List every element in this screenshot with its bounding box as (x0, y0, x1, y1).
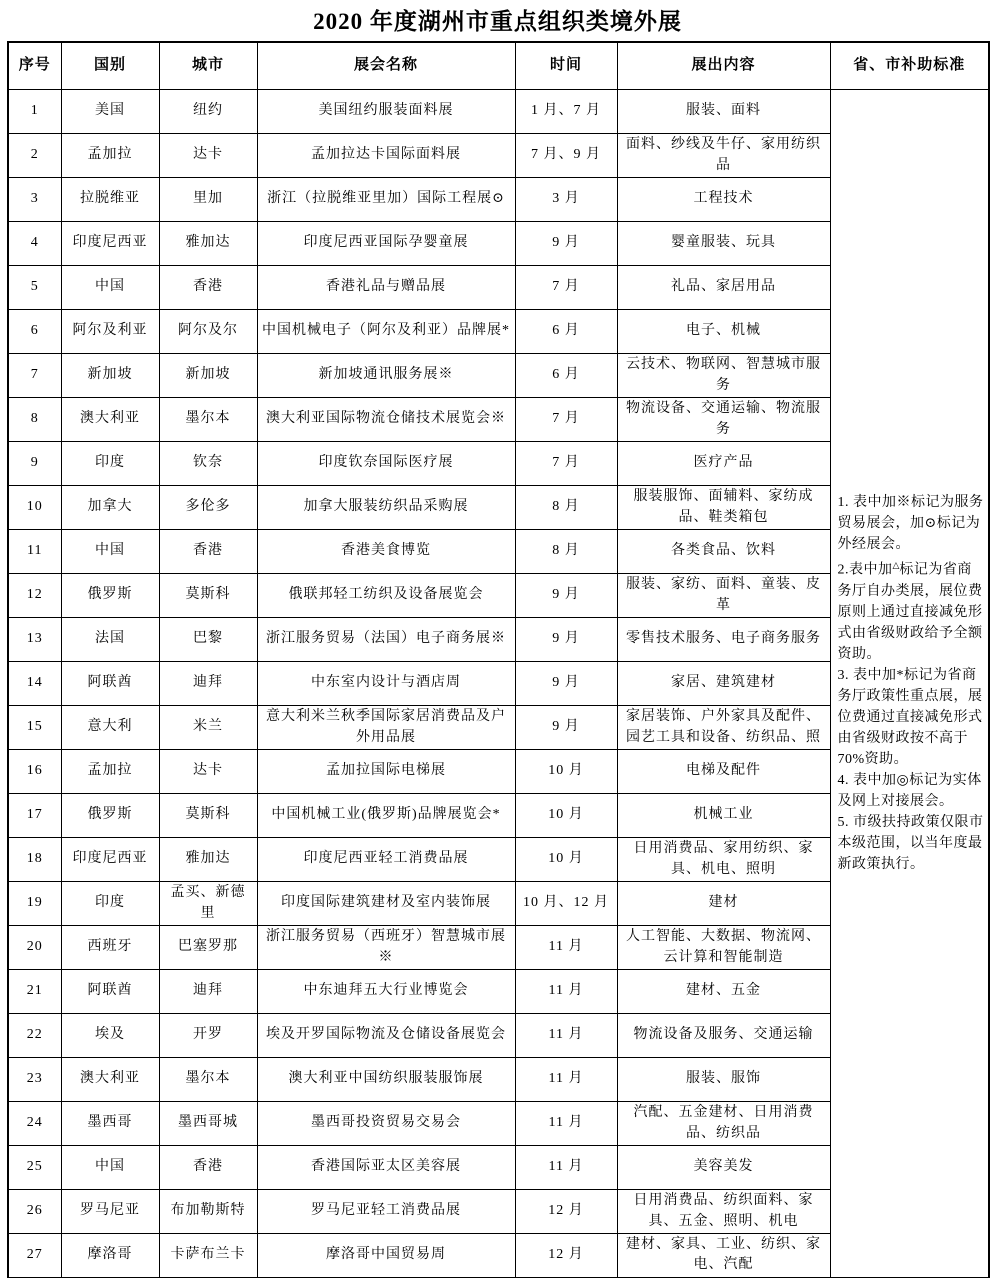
cell-time: 9 月 (515, 574, 617, 618)
cell-country: 加拿大 (61, 486, 159, 530)
cell-content: 工程技术 (617, 178, 830, 222)
cell-exhibition-name: 澳大利亚国际物流仓储技术展览会※ (257, 398, 515, 442)
cell-city: 香港 (159, 266, 257, 310)
cell-country: 墨西哥 (61, 1102, 159, 1146)
cell-city: 墨尔本 (159, 1058, 257, 1102)
cell-serial-number: 16 (8, 750, 61, 794)
cell-time: 11 月 (515, 1014, 617, 1058)
cell-exhibition-name: 中东室内设计与酒店周 (257, 662, 515, 706)
cell-exhibition-name: 孟加拉国际电梯展 (257, 750, 515, 794)
cell-city: 阿尔及尔 (159, 310, 257, 354)
cell-exhibition-name: 印度钦奈国际医疗展 (257, 442, 515, 486)
cell-serial-number: 18 (8, 838, 61, 882)
cell-country: 阿联酋 (61, 970, 159, 1014)
cell-content: 服装、服饰 (617, 1058, 830, 1102)
cell-content: 日用消费品、家用纺织、家具、机电、照明 (617, 838, 830, 882)
cell-content: 建材、五金 (617, 970, 830, 1014)
cell-city: 多伦多 (159, 486, 257, 530)
cell-time: 11 月 (515, 926, 617, 970)
header-country: 国别 (61, 42, 159, 90)
exhibitions-table (7, 41, 990, 1278)
cell-content: 物流设备及服务、交通运输 (617, 1014, 830, 1058)
cell-country: 澳大利亚 (61, 1058, 159, 1102)
cell-content: 家居、建筑建材 (617, 662, 830, 706)
cell-serial-number: 19 (8, 882, 61, 926)
cell-country: 新加坡 (61, 354, 159, 398)
cell-content: 面料、纱线及牛仔、家用纺织品 (617, 134, 830, 178)
header-serial-number: 序号 (8, 42, 61, 90)
cell-time: 9 月 (515, 662, 617, 706)
cell-city: 卡萨布兰卡 (159, 1234, 257, 1278)
cell-city: 开罗 (159, 1014, 257, 1058)
cell-content: 电梯及配件 (617, 750, 830, 794)
note-service-trade-marker: 1. 表中加※标记为服务贸易展会，加⊙标记为外经展会。 (837, 495, 984, 553)
cell-serial-number: 5 (8, 266, 61, 310)
cell-city: 迪拜 (159, 970, 257, 1014)
cell-country: 阿尔及利亚 (61, 310, 159, 354)
cell-content: 服装、家纺、面料、童装、皮革 (617, 574, 830, 618)
cell-serial-number: 13 (8, 618, 61, 662)
cell-serial-number: 3 (8, 178, 61, 222)
cell-country: 法国 (61, 618, 159, 662)
table-row (8, 90, 989, 134)
cell-serial-number: 1 (8, 90, 61, 134)
cell-serial-number: 9 (8, 442, 61, 486)
cell-city: 米兰 (159, 706, 257, 750)
cell-city: 巴塞罗那 (159, 926, 257, 970)
cell-country: 中国 (61, 530, 159, 574)
cell-city: 莫斯科 (159, 574, 257, 618)
cell-city: 达卡 (159, 750, 257, 794)
cell-country: 孟加拉 (61, 750, 159, 794)
cell-exhibition-name: 印度国际建筑建材及室内装饰展 (257, 882, 515, 926)
cell-serial-number: 8 (8, 398, 61, 442)
cell-city: 香港 (159, 530, 257, 574)
cell-exhibition-name: 澳大利亚中国纺织服装服饰展 (257, 1058, 515, 1102)
cell-time: 10 月 (515, 838, 617, 882)
cell-city: 墨尔本 (159, 398, 257, 442)
cell-content: 家居装饰、户外家具及配件、园艺工具和设备、纺织品、照 (617, 706, 830, 750)
cell-serial-number: 6 (8, 310, 61, 354)
cell-country: 拉脱维亚 (61, 178, 159, 222)
header-exhibition-name: 展会名称 (257, 42, 515, 90)
cell-city: 迪拜 (159, 662, 257, 706)
cell-time: 9 月 (515, 618, 617, 662)
cell-time: 7 月、9 月 (515, 134, 617, 178)
cell-time: 10 月 (515, 794, 617, 838)
cell-country: 印度 (61, 442, 159, 486)
note-city-policy: 5. 市级扶持政策仅限市本级范围，以当年度最新政策执行。 (837, 814, 984, 872)
cell-content: 机械工业 (617, 794, 830, 838)
cell-content: 各类食品、饮料 (617, 530, 830, 574)
cell-exhibition-name: 中国机械工业(俄罗斯)品牌展览会* (257, 794, 515, 838)
cell-time: 11 月 (515, 1146, 617, 1190)
cell-time: 3 月 (515, 178, 617, 222)
cell-time: 11 月 (515, 1102, 617, 1146)
cell-serial-number: 14 (8, 662, 61, 706)
header-time: 时间 (515, 42, 617, 90)
cell-content: 建材 (617, 882, 830, 926)
cell-exhibition-name: 浙江服务贸易（法国）电子商务展※ (257, 618, 515, 662)
cell-exhibition-name: 印度尼西亚国际孕婴童展 (257, 222, 515, 266)
cell-city: 钦奈 (159, 442, 257, 486)
cell-content: 礼品、家居用品 (617, 266, 830, 310)
cell-city: 雅加达 (159, 222, 257, 266)
note-2-body: 标记为省商务厅自办类展，展位费原则上通过直接减免形式由省级财政给予全额资助。 (837, 562, 983, 662)
cell-serial-number: 26 (8, 1190, 61, 1234)
header-subsidy-standard: 省、市补助标准 (830, 42, 989, 90)
cell-serial-number: 2 (8, 134, 61, 178)
cell-exhibition-name: 美国纽约服装面料展 (257, 90, 515, 134)
cell-country: 阿联酋 (61, 662, 159, 706)
cell-serial-number: 21 (8, 970, 61, 1014)
cell-content: 人工智能、大数据、物流网、云计算和智能制造 (617, 926, 830, 970)
cell-time: 6 月 (515, 354, 617, 398)
cell-exhibition-name: 埃及开罗国际物流及仓储设备展览会 (257, 1014, 515, 1058)
cell-serial-number: 15 (8, 706, 61, 750)
cell-city: 达卡 (159, 134, 257, 178)
cell-exhibition-name: 意大利米兰秋季国际家居消费品及户外用品展 (257, 706, 515, 750)
cell-serial-number: 24 (8, 1102, 61, 1146)
cell-time: 11 月 (515, 1058, 617, 1102)
cell-country: 中国 (61, 266, 159, 310)
cell-content: 电子、机械 (617, 310, 830, 354)
cell-time: 7 月 (515, 398, 617, 442)
cell-city: 纽约 (159, 90, 257, 134)
cell-content: 服装、面料 (617, 90, 830, 134)
cell-time: 7 月 (515, 266, 617, 310)
cell-content: 零售技术服务、电子商务服务 (617, 618, 830, 662)
cell-exhibition-name: 墨西哥投资贸易交易会 (257, 1102, 515, 1146)
cell-time: 9 月 (515, 706, 617, 750)
cell-city: 孟买、新德里 (159, 882, 257, 926)
cell-content: 云技术、物联网、智慧城市服务 (617, 354, 830, 398)
triangle-marker: △ (892, 560, 900, 571)
cell-exhibition-name: 罗马尼亚轻工消费品展 (257, 1190, 515, 1234)
header-row (8, 42, 989, 90)
cell-exhibition-name: 加拿大服装纺织品采购展 (257, 486, 515, 530)
cell-time: 1 月、7 月 (515, 90, 617, 134)
cell-country: 印度尼西亚 (61, 222, 159, 266)
cell-time: 12 月 (515, 1190, 617, 1234)
cell-content: 物流设备、交通运输、物流服务 (617, 398, 830, 442)
cell-serial-number: 12 (8, 574, 61, 618)
cell-serial-number: 23 (8, 1058, 61, 1102)
cell-time: 8 月 (515, 530, 617, 574)
cell-exhibition-name: 中国机械电子（阿尔及利亚）品牌展* (257, 310, 515, 354)
table-header (8, 42, 989, 90)
cell-city: 新加坡 (159, 354, 257, 398)
cell-content: 汽配、五金建材、日用消费品、纺织品 (617, 1102, 830, 1146)
cell-time: 11 月 (515, 970, 617, 1014)
cell-serial-number: 7 (8, 354, 61, 398)
cell-serial-number: 27 (8, 1234, 61, 1278)
cell-city: 巴黎 (159, 618, 257, 662)
cell-time: 12 月 (515, 1234, 617, 1278)
cell-time: 10 月 (515, 750, 617, 794)
cell-country: 西班牙 (61, 926, 159, 970)
cell-country: 摩洛哥 (61, 1234, 159, 1278)
cell-country: 澳大利亚 (61, 398, 159, 442)
cell-exhibition-name: 新加坡通讯服务展※ (257, 354, 515, 398)
cell-content: 美容美发 (617, 1146, 830, 1190)
cell-serial-number: 17 (8, 794, 61, 838)
cell-country: 美国 (61, 90, 159, 134)
cell-content: 日用消费品、纺织面料、家具、五金、照明、机电 (617, 1190, 830, 1234)
cell-country: 俄罗斯 (61, 794, 159, 838)
cell-country: 俄罗斯 (61, 574, 159, 618)
cell-time: 6 月 (515, 310, 617, 354)
cell-exhibition-name: 香港国际亚太区美容展 (257, 1146, 515, 1190)
subsidy-notes-cell (830, 90, 989, 1278)
cell-country: 罗马尼亚 (61, 1190, 159, 1234)
note-province-self-run-marker (838, 555, 985, 665)
cell-exhibition-name: 孟加拉达卡国际面料展 (257, 134, 515, 178)
cell-exhibition-name: 中东迪拜五大行业博览会 (257, 970, 515, 1014)
cell-exhibition-name: 印度尼西亚轻工消费品展 (257, 838, 515, 882)
cell-content: 婴童服装、玩具 (617, 222, 830, 266)
cell-time: 9 月 (515, 222, 617, 266)
subsidy-notes (838, 492, 985, 875)
cell-city: 莫斯科 (159, 794, 257, 838)
cell-serial-number: 10 (8, 486, 61, 530)
cell-serial-number: 4 (8, 222, 61, 266)
cell-serial-number: 25 (8, 1146, 61, 1190)
header-content: 展出内容 (617, 42, 830, 90)
cell-exhibition-name: 香港美食博览 (257, 530, 515, 574)
header-city: 城市 (159, 42, 257, 90)
cell-country: 孟加拉 (61, 134, 159, 178)
cell-content: 医疗产品 (617, 442, 830, 486)
cell-serial-number: 22 (8, 1014, 61, 1058)
cell-country: 意大利 (61, 706, 159, 750)
note-policy-key-marker: 3. 表中加*标记为省商务厅政策性重点展，展位费通过直接减免形式由省级财政按不高于 70%资助。 (837, 667, 983, 767)
cell-country: 印度尼西亚 (61, 838, 159, 882)
cell-exhibition-name: 浙江（拉脱维亚里加）国际工程展⊙ (257, 178, 515, 222)
cell-time: 10 月、12 月 (515, 882, 617, 926)
cell-country: 中国 (61, 1146, 159, 1190)
cell-time: 8 月 (515, 486, 617, 530)
cell-exhibition-name: 浙江服务贸易（西班牙）智慧城市展※ (257, 926, 515, 970)
cell-country: 埃及 (61, 1014, 159, 1058)
cell-city: 布加勒斯特 (159, 1190, 257, 1234)
cell-exhibition-name: 香港礼品与赠品展 (257, 266, 515, 310)
cell-serial-number: 11 (8, 530, 61, 574)
cell-city: 香港 (159, 1146, 257, 1190)
cell-time: 7 月 (515, 442, 617, 486)
cell-content: 建材、家具、工业、纺织、家电、汽配 (617, 1234, 830, 1278)
cell-exhibition-name: 俄联邦轻工纺织及设备展览会 (257, 574, 515, 618)
cell-city: 里加 (159, 178, 257, 222)
cell-country: 印度 (61, 882, 159, 926)
cell-exhibition-name: 摩洛哥中国贸易周 (257, 1234, 515, 1278)
page-title: 2020 年度湖州市重点组织类境外展 (313, 9, 682, 34)
note-2-prefix: 2.表中加 (837, 562, 893, 578)
table-body (8, 90, 989, 1278)
cell-city: 雅加达 (159, 838, 257, 882)
cell-serial-number: 20 (8, 926, 61, 970)
cell-city: 墨西哥城 (159, 1102, 257, 1146)
cell-content: 服装服饰、面辅料、家纺成品、鞋类箱包 (617, 486, 830, 530)
note-online-offline-marker: 4. 表中加◎标记为实体及网上对接展会。 (837, 772, 982, 809)
